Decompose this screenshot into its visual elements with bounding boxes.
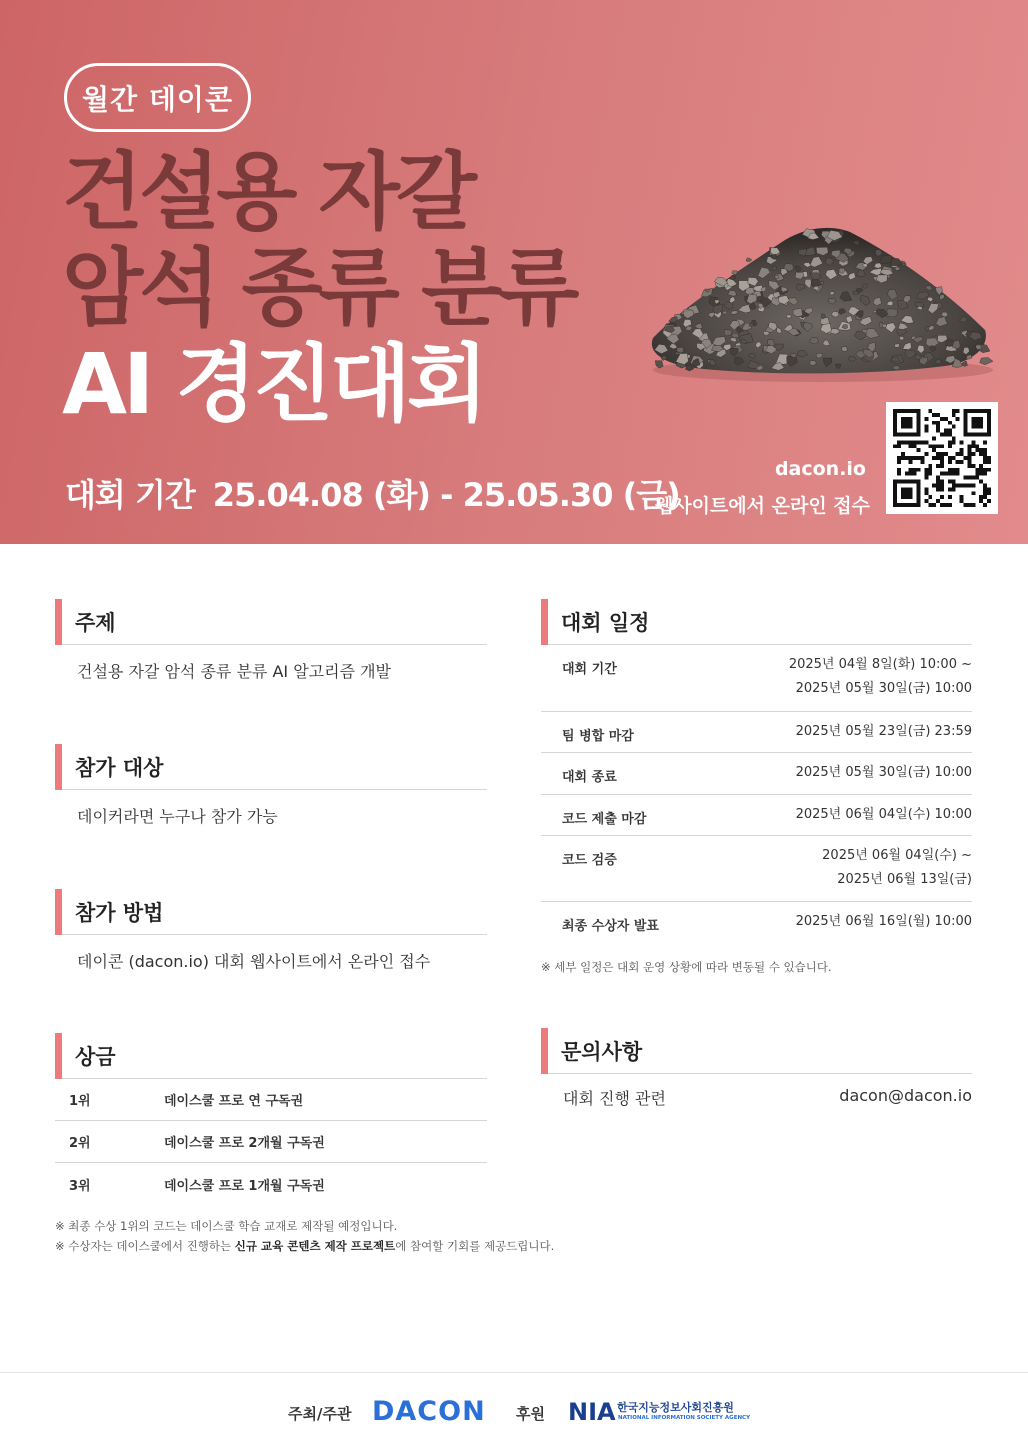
schedule-value: 2025년 05월 30일(금) 10:00 bbox=[795, 765, 972, 780]
gravel-stone bbox=[980, 358, 993, 365]
prize-reward: 데이스쿨 프로 2개월 구독권 bbox=[164, 1136, 325, 1151]
schedule-label: 팀 병합 마감 bbox=[562, 729, 634, 744]
schedule-value: 2025년 05월 23일(금) 23:59 bbox=[795, 724, 972, 739]
schedule-value-line2: 2025년 06월 13일(금) bbox=[837, 872, 972, 887]
title-line-1: 건설용 자갈 bbox=[62, 143, 473, 241]
schedule-row bbox=[541, 795, 972, 836]
prize-rank: 3위 bbox=[69, 1178, 91, 1194]
dacon-logo: DACON bbox=[372, 1396, 486, 1427]
schedule-label: 최종 수상자 발표 bbox=[562, 919, 659, 934]
schedule-row bbox=[541, 712, 972, 753]
schedule-label: 대회 종료 bbox=[562, 770, 617, 785]
schedule-label: 코드 제출 마감 bbox=[562, 812, 647, 827]
prize-rank: 2위 bbox=[69, 1136, 91, 1151]
competition-period bbox=[65, 470, 680, 516]
eligibility-text: 데이커라면 누구나 참가 가능 bbox=[77, 807, 278, 826]
schedule-section bbox=[541, 599, 972, 943]
schedule-value-line1: 2025년 06월 04일(수) ~ bbox=[822, 848, 972, 863]
nia-name-english: NATIONAL INFORMATION SOCIETY AGENCY bbox=[618, 1415, 751, 1421]
schedule-table bbox=[541, 645, 972, 943]
schedule-label: 대회 기간 bbox=[562, 662, 617, 677]
contact-section bbox=[541, 1028, 972, 1109]
schedule-row bbox=[541, 753, 972, 795]
schedule-value-line2: 2025년 05월 30일(금) 10:00 bbox=[795, 681, 972, 696]
prize-table bbox=[55, 1079, 487, 1205]
prize-note-1: ※ 최종 수상 1위의 코드는 데이스쿨 학습 교재로 제작될 예정입니다. bbox=[55, 1219, 398, 1233]
prize-row bbox=[55, 1163, 487, 1205]
schedule-note: ※ 세부 일정은 대회 운영 상황에 따라 변동될 수 있습니다. bbox=[541, 960, 832, 974]
site-description: 웹사이트에서 온라인 접수 bbox=[654, 495, 870, 517]
prize-heading: 상금 bbox=[55, 1033, 487, 1079]
site-url[interactable]: dacon.io bbox=[774, 458, 866, 480]
schedule-row bbox=[541, 902, 972, 943]
schedule-row bbox=[541, 836, 972, 902]
prize-reward: 데이스쿨 프로 연 구독권 bbox=[164, 1094, 304, 1109]
method-text: 데이콘 (dacon.io) 대회 웹사이트에서 온라인 접수 bbox=[77, 952, 431, 971]
period-label: 대회 기간 bbox=[65, 476, 195, 514]
monthly-dacon-badge: 월간 데이콘 bbox=[64, 63, 251, 132]
method-heading: 참가 방법 bbox=[55, 889, 487, 935]
gravel-stone bbox=[842, 347, 848, 352]
prize-section bbox=[55, 1033, 487, 1205]
schedule-value bbox=[789, 653, 972, 701]
contact-row bbox=[541, 1074, 972, 1109]
schedule-value bbox=[822, 844, 972, 892]
schedule-heading: 대회 일정 bbox=[541, 599, 972, 645]
qr-code-icon bbox=[893, 409, 991, 507]
hero-banner bbox=[0, 0, 1028, 544]
gravel-stone bbox=[786, 315, 791, 318]
schedule-value: 2025년 06월 04일(수) 10:00 bbox=[795, 807, 972, 822]
eligibility-heading: 참가 대상 bbox=[55, 744, 487, 790]
schedule-value-line1: 2025년 04월 8일(화) 10:00 ~ bbox=[788, 657, 972, 672]
gravel-pile-image bbox=[645, 210, 995, 385]
schedule-value: 2025년 06월 16일(월) 10:00 bbox=[795, 914, 972, 929]
topic-heading: 주제 bbox=[55, 599, 487, 645]
gravel-stone bbox=[732, 271, 738, 275]
title-line-2: 암석 종류 분류 bbox=[62, 239, 576, 337]
eligibility-section bbox=[55, 744, 487, 827]
prize-rank: 1위 bbox=[69, 1094, 91, 1109]
nia-name-korean: 한국지능정보사회진흥원 bbox=[617, 1401, 734, 1414]
contact-heading: 문의사항 bbox=[541, 1028, 972, 1074]
prize-note-2-text-end: 에 참여할 기회를 제공드립니다. bbox=[395, 1239, 555, 1253]
topic-section bbox=[55, 599, 487, 682]
prize-note-2-text: ※ 수상자는 데이스쿨에서 진행하는 bbox=[55, 1239, 235, 1253]
prize-note-2 bbox=[55, 1238, 575, 1254]
nia-logo: NIA bbox=[568, 1398, 616, 1426]
sponsor-label: 후원 bbox=[516, 1405, 545, 1423]
prize-reward: 데이스쿨 프로 1개월 구독권 bbox=[164, 1178, 325, 1194]
title-line-3: AI 경진대회 bbox=[62, 335, 485, 433]
schedule-row bbox=[541, 645, 972, 712]
period-dates: 25.04.08 (화) - 25.05.30 (금) bbox=[212, 476, 680, 514]
qr-code[interactable] bbox=[886, 402, 998, 514]
gravel-stone bbox=[746, 258, 752, 262]
contact-label: 대회 진행 관련 bbox=[563, 1089, 666, 1108]
prize-note-2-highlight: 신규 교육 콘텐츠 제작 프로젝트 bbox=[234, 1239, 396, 1253]
gravel-stone bbox=[655, 361, 663, 369]
host-label: 주최/주관 bbox=[288, 1405, 352, 1423]
method-section bbox=[55, 889, 487, 972]
schedule-label: 코드 검증 bbox=[562, 853, 617, 868]
footer bbox=[0, 1390, 1028, 1436]
prize-row bbox=[55, 1121, 487, 1163]
footer-divider bbox=[0, 1372, 1028, 1373]
prize-row bbox=[55, 1079, 487, 1121]
contact-email[interactable]: dacon@dacon.io bbox=[839, 1086, 972, 1105]
topic-text: 건설용 자갈 암석 종류 분류 AI 알고리즘 개발 bbox=[77, 662, 392, 681]
